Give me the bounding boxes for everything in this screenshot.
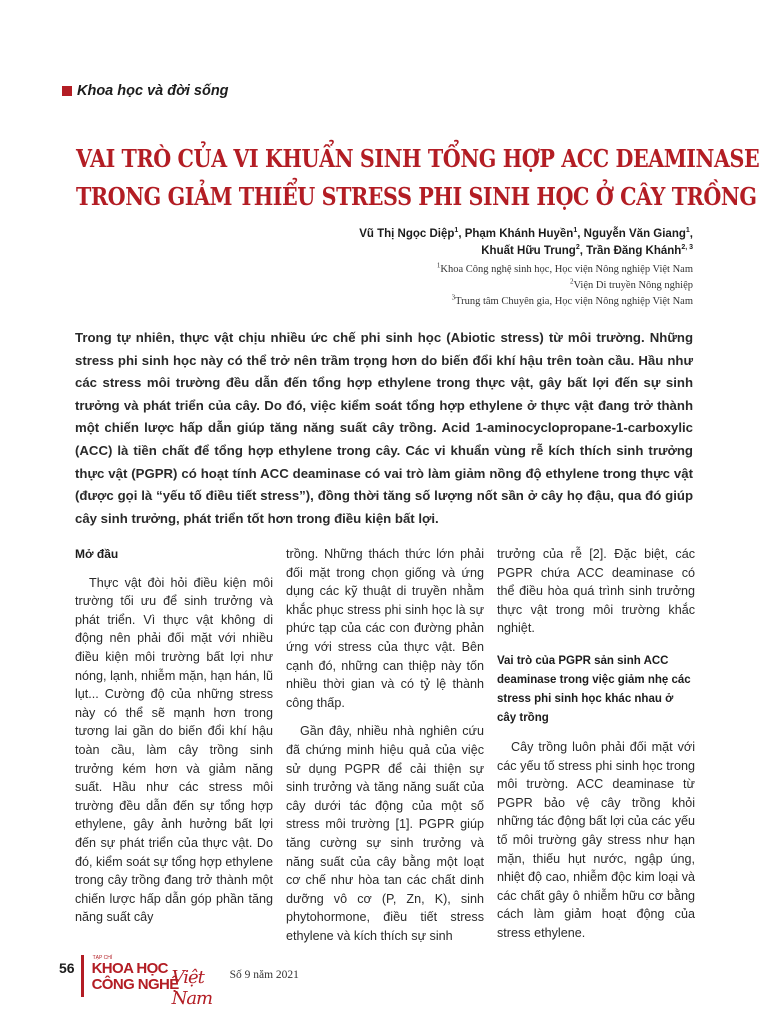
authors-line-1: Vũ Thị Ngọc Diệp$^1$, Phạm Khánh Huyền$^1$, Nguyễn Văn Giang$^1$, — [359, 227, 693, 240]
section-label: Khoa học và đời sống — [77, 83, 229, 99]
body-column-1 — [75, 545, 273, 927]
body-column-3 — [497, 545, 695, 943]
affiliation-sup: 2 — [569, 277, 574, 286]
author-name: Vũ Thị Ngọc Diệp — [359, 228, 455, 240]
abstract: Trong tự nhiên, thực vật chịu nhiều ức chế phi sinh học (Abiotic stress) từ môi trường. Những stress phi sinh học này có thể trở nên trầm trọng hơn do biến đổi khí hậu trên toàn cầu. Hầu như các stress môi trường đều dẫn đến tổng hợp ethylene trong thực vật, gây bất lợi đến sự sinh trưởng và phát triển của cây. Do đó, việc kiểm soát tổng hợp ethylene ở thực vật đang trở thành một chiến lược hấp dẫn giúp tăng năng suất cây trồng. Acid 1-aminocyclopropane-1-carboxylic (ACC) là tiền chất để tổng hợp ethylene trong cây. Các vi khuẩn vùng rễ kích thích sinh trưởng thực vật (PGPR) có hoạt tính ACC deaminase có vai trò làm giảm nồng độ ethylene trong thực vật (được gọi là “yếu tố điều tiết stress”), đồng thời tăng số lượng nốt sần ở cây họ đậu, qua đó giúp cây sinh trưởng, phát triển tốt hơn trong điều kiện bất lợi. — [75, 330, 693, 526]
paragraph: Gần đây, nhiều nhà nghiên cứu đã chứng minh hiệu quả của việc sử dụng PGPR để cải thiện sự sinh trưởng và tăng năng suất của cây dưới tác động của một số stress môi trường [1]. PGPR giúp tăng cường sự sinh trưởng và năng suất của cây bằng một loạt cơ chế như hòa tan các chất dinh dưỡng vô cơ (P, Zn, K), sinh phytohormone, điều tiết stress ethylene và kích thích sự sinh — [286, 724, 484, 943]
section-heading: Vai trò của PGPR sản sinh ACC deaminase trong việc giảm nhẹ các stress phi sinh học khác nhau ở cây trồng — [497, 654, 691, 724]
logo-line-2: CÔNG NGHỆ — [91, 976, 179, 993]
paragraph: trưởng của rễ [2]. Đặc biệt, các PGPR chứa ACC deaminase có thể điều hòa quá trình sinh trưởng thực vật trong môi trường khắc nghiệt. — [497, 547, 695, 636]
affiliation-item — [437, 278, 693, 294]
affiliation-list — [437, 262, 693, 310]
issue-label: Số 9 năm 2021 — [229, 969, 299, 981]
section-tag — [62, 83, 229, 99]
author-sup: 1 — [454, 227, 459, 235]
authors-line-2: Khuất Hữu Trung$^2$, Trần Đăng Khánh$^{2, 3}$ — [481, 244, 693, 257]
author-list — [359, 226, 693, 260]
author-sup: 1 — [573, 227, 578, 235]
author-name: Phạm Khánh Huyền — [464, 228, 574, 240]
title-line-1: VAI TRÒ CỦA VI KHUẨN SINH TỔNG HỢP ACC DEAMINASE — [76, 144, 760, 173]
logo-country: Việt Nam — [171, 967, 213, 1009]
author-sup: 2 — [575, 244, 580, 252]
page-number: 56 — [59, 960, 75, 976]
author-name: Trần Đăng Khánh — [586, 245, 682, 257]
title-line-2: TRONG GIẢM THIỂU STRESS PHI SINH HỌC Ở CÂY TRỒNG — [76, 182, 757, 211]
affiliation-sup: 3 — [451, 293, 456, 302]
logo-small-text: TẠP CHÍ — [92, 955, 113, 961]
logo-line-1: KHOA HỌC — [91, 960, 168, 977]
body-column-2 — [286, 545, 484, 945]
affiliation-item — [437, 262, 693, 278]
paragraph: Cây trồng luôn phải đối mặt với các yếu tố stress phi sinh học trong môi trường. ACC deaminase từ PGPR bảo vệ cây trồng khỏi những tác động bất lợi của các yếu tố môi trường gây stress như hạn mặn, thiếu hụt nước, ngập úng, nhiệt độ cao, nhiễm độc kim loại và các chất gây ô nhiễm hữu cơ bằng cách làm giảm hoạt động của stress ethylene. — [497, 739, 695, 940]
article-title — [76, 140, 760, 216]
footer-divider — [81, 955, 84, 997]
page-footer — [59, 955, 299, 1009]
affiliation-text: Trung tâm Chuyên gia, Học viện Nông nghiệp Việt Nam — [455, 296, 693, 307]
affiliation-sup: 1 — [436, 261, 441, 270]
author-sup: 2, 3 — [681, 244, 693, 252]
intro-heading: Mở đầu — [75, 547, 119, 561]
paragraph: trồng. Những thách thức lớn phải đối mặt trong chọn giống và ứng dụng các kỹ thuật di truyền nhằm khắc phục stress phi sinh học là sự phức tạp của các con đường phản ứng với stress của thực vật. Bên cạnh đó, những can thiệp này tốn nhiều thời gian và có tỷ lệ thành công thấp. — [286, 547, 484, 710]
author-name: Nguyễn Văn Giang — [583, 228, 686, 240]
affiliation-item — [437, 294, 693, 310]
section-square-icon — [62, 86, 72, 96]
author-sup: 1 — [685, 227, 690, 235]
journal-logo — [90, 955, 220, 1009]
author-name: Khuất Hữu Trung — [481, 245, 576, 257]
affiliation-text: Khoa Công nghệ sinh học, Học viện Nông nghiệp Việt Nam — [440, 264, 693, 275]
paragraph: Thực vật đòi hỏi điều kiện môi trường tối ưu để sinh trưởng và phát triển. Vì thực vật không di động nên phải đối mặt với nhiều điều kiện môi trường bất lợi như nóng, lạnh, nhiễm mặn, hạn hán, lũ lụt... Cường độ của những stress này có thể sẽ mạnh hơn trong tương lai gần do biến đổi khí hậu toàn cầu, làm cây trồng sinh trưởng kém hơn và giảm năng suất. Hầu như các stress môi trường đều dẫn đến sự tổng hợp ethylene, gây ảnh hưởng bất lợi đến sự phát triển của thực vật. Do đó, kiểm soát sự tổng hợp ethylene trong cây trồng đang trở thành một chiến lược hấp dẫn góp phần tăng năng suất cây — [75, 575, 274, 925]
affiliation-text: Viện Di truyền Nông nghiệp — [573, 280, 693, 291]
